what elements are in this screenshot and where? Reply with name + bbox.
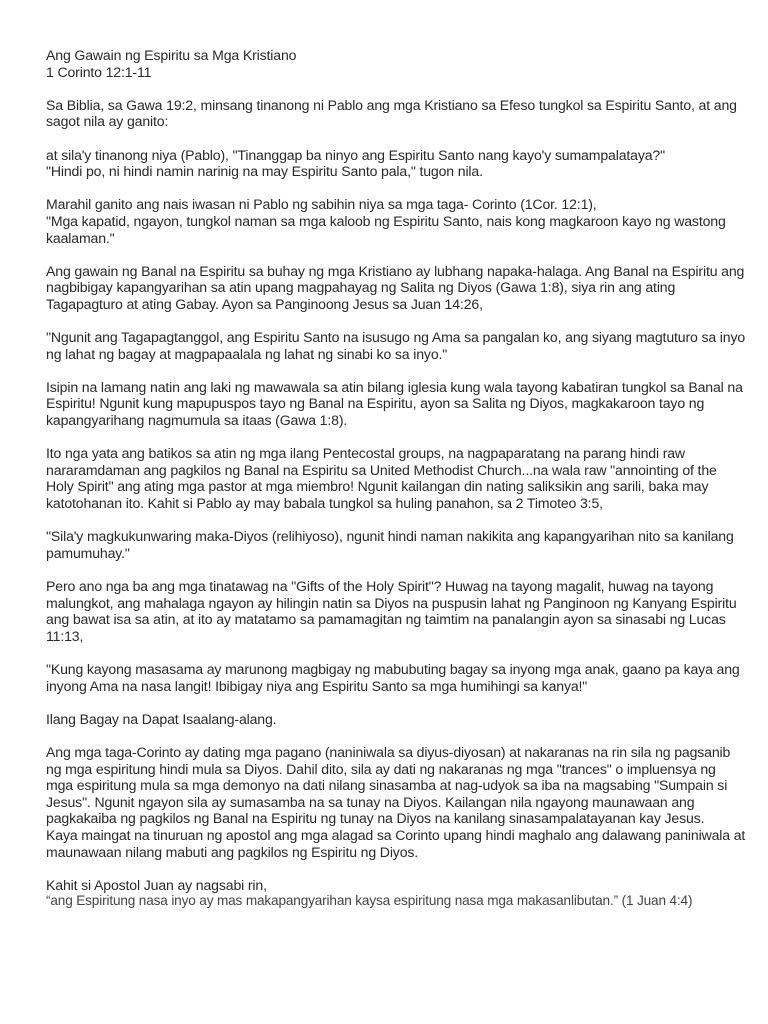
paragraph — [46, 97, 746, 130]
paragraph-text: Ito nga yata ang batikos sa atin ng mga ilang Pentecostal groups, na nagpaparatang na parang hindi raw nararamdaman ang pagkilos ng Banal na Espiritu sa United Methodist Church...na wala raw "annointing of the Holy Spirit" ang ating mga pastor at mga miembro! Ngunit kailangan din nating saliksikin ang sarili, baka may katotohanan ito. Kahit si Pablo ay may babala tungkol sa huling panahon, sa 2 Timoteo 3:5, — [46, 445, 717, 512]
paragraph-text: Kaya maingat na tinuruan ng apostol ang mga alagad sa Corinto upang hindi maghalo ang dalawang paniniwala at maunawaan nilang mabuti ang pagkilos ng Espiritu ng Diyos. — [46, 826, 746, 860]
paragraph — [46, 147, 746, 180]
paragraph-text: "Sila'y magkukunwaring maka-Diyos (relihiyoso), ngunit hindi naman nakikita ang kapangyarihan nito sa kanilang pamumuhay." — [46, 528, 734, 561]
paragraph-text: Kahit si Apostol Juan ay nagsabi rin, — [46, 876, 267, 893]
paragraph — [46, 329, 746, 362]
paragraph — [46, 379, 746, 429]
paragraph — [46, 445, 746, 511]
paragraph-text: "Mga kapatid, ngayon, tungkol naman sa mga kaloob ng Espiritu Santo, nais kong magkaroon kayo ng wastong kaalaman." — [46, 212, 726, 246]
paragraph — [46, 196, 746, 246]
paragraph — [46, 744, 746, 860]
paragraph — [46, 528, 746, 561]
document-title: Ang Gawain ng Espiritu sa Mga Kristiano — [46, 47, 297, 63]
paragraph-text: Sa Biblia, sa Gawa 19:2, minsang tinanong ni Pablo ang mga Kristiano sa Efeso tungkol sa Espiritu Santo, at ang sagot nila ay ganito: — [46, 96, 737, 130]
final-quote: “ang Espiritung nasa inyo ay mas makapangyarihan kaysa espiritung nasa mga makasanlibutan.” (1 Juan 4:4) — [46, 893, 693, 909]
paragraph-text: at sila'y tinanong niya (Pablo), "Tinanggap ba ninyo ang Espiritu Santo nang kayo'y sumampalataya?" — [46, 146, 665, 163]
paragraph — [46, 661, 746, 694]
paragraph-text: "Hindi po, ni hindi namin narinig na may Espiritu Santo pala," tugon nila. — [46, 163, 483, 180]
paragraph-text: Ang gawain ng Banal na Espiritu sa buhay ng mga Kristiano ay lubhang napaka-halaga. Ang Banal na Espiritu ang nagbibigay kapangyarihan sa atin upang magpahayag ng Salita ng Diyos (Gawa 1:8), siya rin ang ating Tagapagturo at ating Gabay. Ayon sa Panginoong Jesus sa Juan 14:26, — [46, 262, 745, 312]
paragraph-text: Pero ano nga ba ang mga tinatawag na "Gifts of the Holy Spirit"? Huwag na tayong magalit, huwag na tayong malungkot, ang mahalaga ngayon ay hilingin natin sa Diyos na puspusin lahat ng Panginoon ng Kanyang Espiritu ang bawat isa sa atin, at ito ay matatamo sa pamamagitan ng taimtim na panalangin ayon sa sinasabi ng Lucas 11:13, — [46, 578, 737, 644]
paragraph-text: "Kung kayong masasama ay marunong magbigay ng mabubuting bagay sa inyong mga anak, gaano pa kaya ang inyong Ama na nasa langit! Ibibigay niya ang Espiritu Santo sa mga humihingi sa kanya!" — [46, 660, 740, 694]
paragraph — [46, 263, 746, 313]
section-heading — [46, 711, 746, 728]
document-header — [46, 47, 746, 80]
paragraph — [46, 877, 746, 910]
paragraph-text: Isipin na lamang natin ang laki ng mawawala sa atin bilang iglesia kung wala tayong kabatiran tungkol sa Banal na Espiritu! Ngunit kung mapupuspos tayo ng Banal na Espiritu, ayon sa Salita ng Diyos, magkakaroon tayo ng kapangyarihang nagmumula sa itaas (Gawa 1:8). — [46, 378, 743, 429]
scripture-reference: 1 Corinto 12:1-11 — [46, 63, 152, 80]
document-page — [46, 47, 746, 926]
paragraph — [46, 578, 746, 644]
paragraph-text: Ilang Bagay na Dapat Isaalang-alang. — [46, 710, 277, 727]
paragraph-text: Ang mga taga-Corinto ay dating mga pagano (naniniwala sa diyus-diyosan) at nakaranas na rin sila ng pagsanib ng mga espiritung hindi mula sa Diyos. Dahil dito, sila ay dati ng nakaranas ng mga "trances" o impluensya ng mga espiritung mula sa mga demonyo na dati nilang sinasamba at nag-udyok sa iba na magsabing "Sumpain si Jesus". Ngunit ngayon sila ay sumasamba na sa tunay na Diyos. Kailangan nila ngayong maunawaan ang pagkakaiba ng pagkilos ng Banal na Espiritu ng tunay na Diyos na kanilang sinasampalatayanan kay Jesus. — [46, 743, 731, 827]
paragraph-text: "Ngunit ang Tagapagtanggol, ang Espiritu Santo na isusugo ng Ama sa pangalan ko, ang siyang magtuturo sa inyo ng lahat ng bagay at magpapaalala ng lahat ng sinabi ko sa inyo." — [46, 329, 746, 362]
paragraph-text: Marahil ganito ang nais iwasan ni Pablo ng sabihin niya sa mga taga- Corinto (1Cor. 12:1), — [46, 196, 597, 213]
